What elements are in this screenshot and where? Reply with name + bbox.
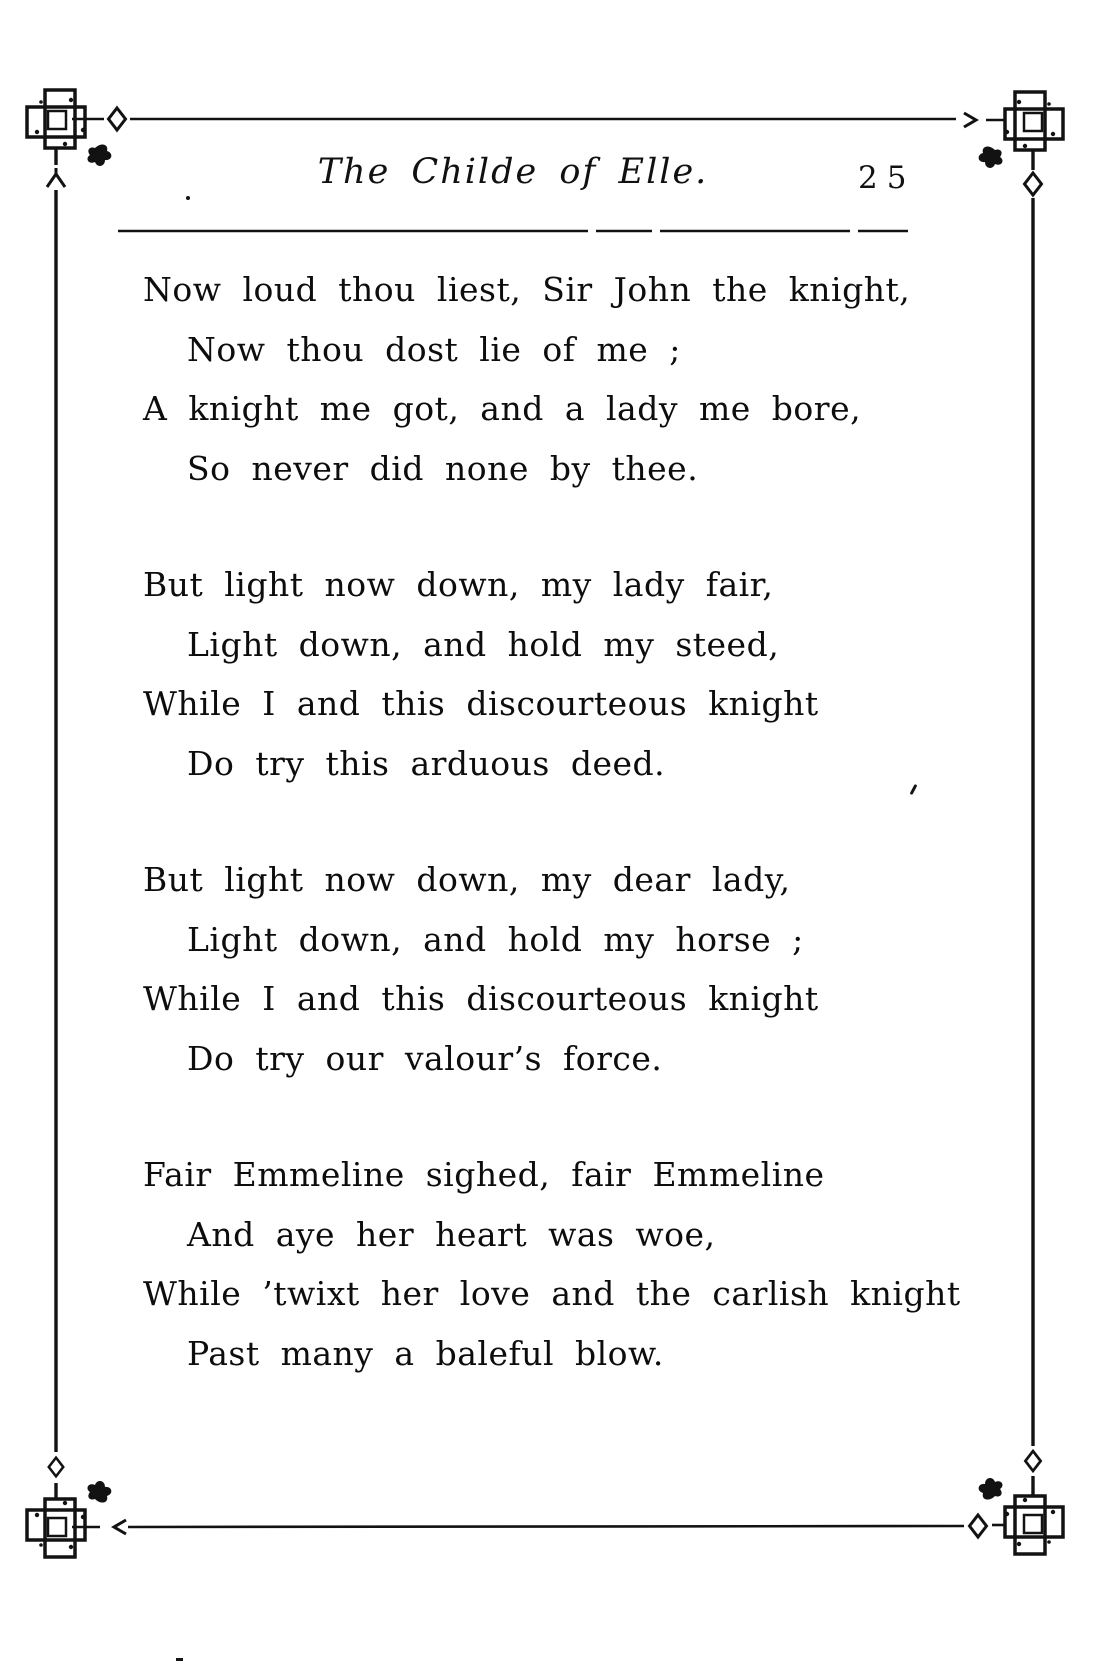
stanza-3 — [143, 850, 1023, 1088]
poem-line: While I and this discourteous knight — [143, 979, 819, 1018]
poem-line: Do try our valour’s force. — [187, 1038, 663, 1078]
poem-body — [143, 260, 1023, 1440]
right-rule-top-diamond — [1025, 173, 1042, 195]
bottom-rule-diamond — [970, 1515, 987, 1537]
poem-line: While ’twixt her love and the carlish knight — [143, 1274, 961, 1313]
poem-line: Light down, and hold my steed, — [187, 624, 780, 664]
poem-line: Do try this arduous deed. — [187, 743, 666, 783]
stanza-4 — [143, 1145, 1023, 1383]
bottom-rule-arrow — [114, 1520, 126, 1534]
left-rule-fork — [47, 168, 65, 187]
stanza-2 — [143, 555, 1023, 793]
corner-ornament-bottom-left — [27, 1481, 111, 1557]
running-title: The Childe of Elle. — [317, 152, 709, 192]
poem-line: A knight me got, and a lady me bore, — [143, 389, 862, 428]
poem-line: Fair Emmeline sighed, fair Emmeline — [143, 1155, 825, 1194]
poem-line: Past many a baleful blow. — [187, 1333, 664, 1373]
stanza-1 — [143, 260, 1023, 498]
right-rule-bottom-diamond — [1025, 1451, 1040, 1471]
scan-speck — [176, 1658, 183, 1661]
corner-ornament-bottom-right — [979, 1478, 1063, 1554]
poem-line: Light down, and hold my horse ; — [187, 919, 804, 959]
top-rule-arrow — [964, 113, 976, 127]
scan-speck — [186, 196, 190, 200]
bottom-rule — [72, 1525, 1006, 1527]
poem-line: So never did none by thee. — [187, 448, 699, 488]
left-rule-diamond — [49, 1458, 63, 1477]
top-rule-diamond — [109, 108, 126, 130]
corner-ornament-top-right — [979, 92, 1063, 168]
top-rule — [72, 119, 1006, 120]
poem-line: And aye her heart was woe, — [187, 1214, 716, 1254]
poem-line: While I and this discourteous knight — [143, 684, 819, 723]
page-number: 25 — [858, 160, 916, 196]
corner-ornament-top-left — [27, 90, 111, 166]
poem-line: But light now down, my lady fair, — [143, 565, 774, 604]
poem-line: Now thou dost lie of me ; — [187, 329, 681, 369]
poem-line: But light now down, my dear lady, — [143, 860, 791, 899]
poem-line: Now loud thou liest, Sir John the knight, — [143, 270, 911, 309]
